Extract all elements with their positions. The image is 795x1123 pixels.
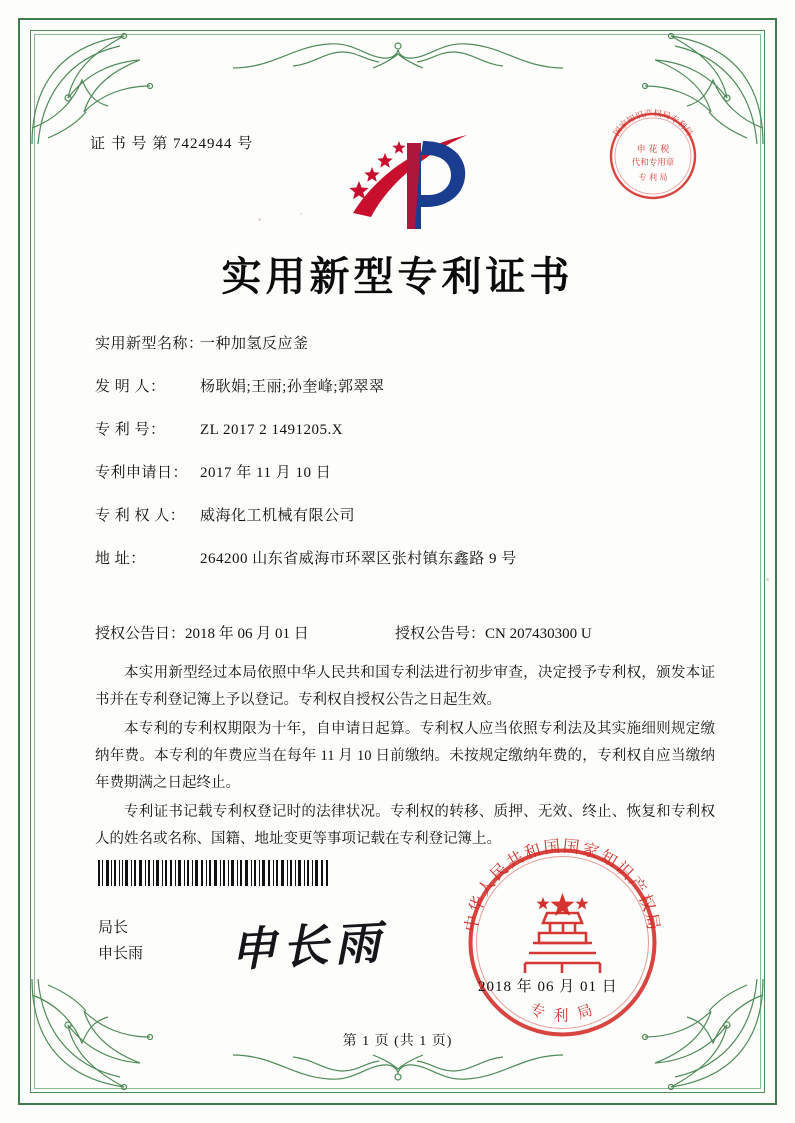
field-row-application-date (95, 461, 715, 482)
field-value: 杨耿娟;王丽;孙奎峰;郭翠翠 (200, 379, 385, 395)
top-seal-line2: 代和专用章 (631, 158, 675, 168)
field-list (95, 332, 715, 590)
field-label: 实用新型名称： (95, 336, 204, 352)
signature-name: 申长雨 (98, 946, 144, 962)
field-label: 发 明 人： (95, 379, 166, 395)
seal-date: 2018 年 06 月 01 日 (478, 979, 618, 995)
page-footer: 第 1 页 (共 1 页) (342, 1034, 453, 1049)
publication-number-value: CN 207430300 U (485, 626, 592, 642)
field-label: 专 利 权 人： (95, 508, 186, 524)
svg-text:中华人民共和国国家知识产权局 (461, 836, 663, 933)
office-seal-stamp (599, 102, 707, 210)
field-row-patentee (95, 504, 715, 525)
top-seal-line3: 专 利 局 (638, 173, 668, 182)
top-seal-line1: 申 花 税 (636, 145, 670, 155)
signature-role: 局长 (98, 920, 129, 936)
national-seal-stamp (455, 835, 670, 1050)
legal-paragraph-1: 本实用新型经过本局依照中华人民共和国专利法进行初步审查，决定授予专利权，颁发本证书并在专利登记簿上予以登记。专利权自授权公告之日起生效。 (95, 665, 715, 708)
publication-date (95, 622, 395, 643)
field-row-patent-number (95, 418, 715, 439)
cnipa-logo-icon (345, 125, 475, 235)
signature-block (98, 915, 143, 967)
legal-paragraph-3: 专利证书记载专利权登记时的法律状况。专利权的转移、质押、无效、终止、恢复和专利权人的姓名或名称、国籍、地址变更等事项记载在专利登记簿上。 (95, 804, 715, 847)
field-row-name (95, 332, 715, 353)
field-value: 一种加氢反应釜 (200, 336, 309, 352)
legal-text (95, 660, 715, 855)
field-value: 2017 年 11 月 10 日 (200, 465, 332, 481)
publication-row (95, 622, 725, 643)
field-label: 专 利 号： (95, 422, 166, 438)
publication-date-label: 授权公告日： (95, 626, 186, 642)
certificate-number: 证 书 号 第 7424944 号 (90, 136, 254, 152)
field-label: 地 址： (95, 551, 146, 567)
field-row-address (95, 547, 715, 568)
publication-number-label: 授权公告号： (395, 626, 486, 642)
svg-text:专 利 局 (527, 1000, 597, 1025)
legal-paragraph-2: 本专利的专利权期限为十年，自申请日起算。专利权人应当依照专利法及其实施细则规定缴纳年费。本专利的年费应当在每年 11 月 10 日前缴纳。未按规定缴纳年费的，专利权自应当缴纳年费期满之日起终止。 (95, 721, 715, 791)
publication-date-value: 2018 年 06 月 01 日 (185, 626, 309, 642)
page-title: 实用新型专利证书 (221, 253, 574, 300)
svg-text:国家知识产权局专利局 (612, 108, 694, 138)
national-seal-arc-text: 中华人民共和国国家知识产权局 (461, 836, 664, 934)
field-value: 264200 山东省威海市环翠区张村镇东鑫路 9 号 (200, 551, 517, 567)
paper-speck (766, 578, 769, 581)
field-value: ZL 2017 2 1491205.X (200, 422, 344, 438)
field-value: 威海化工机械有限公司 (200, 508, 356, 524)
national-seal-bottom-text: 专 利 局 (527, 999, 598, 1025)
field-label: 专利申请日： (95, 465, 189, 481)
handwritten-signature: 申长雨 (228, 914, 388, 978)
top-seal-arc-text: 国家知识产权局专利局 (612, 108, 694, 139)
certificate-content (60, 70, 735, 1060)
field-row-inventor (95, 375, 715, 396)
publication-number (395, 622, 725, 643)
barcode (98, 860, 328, 886)
